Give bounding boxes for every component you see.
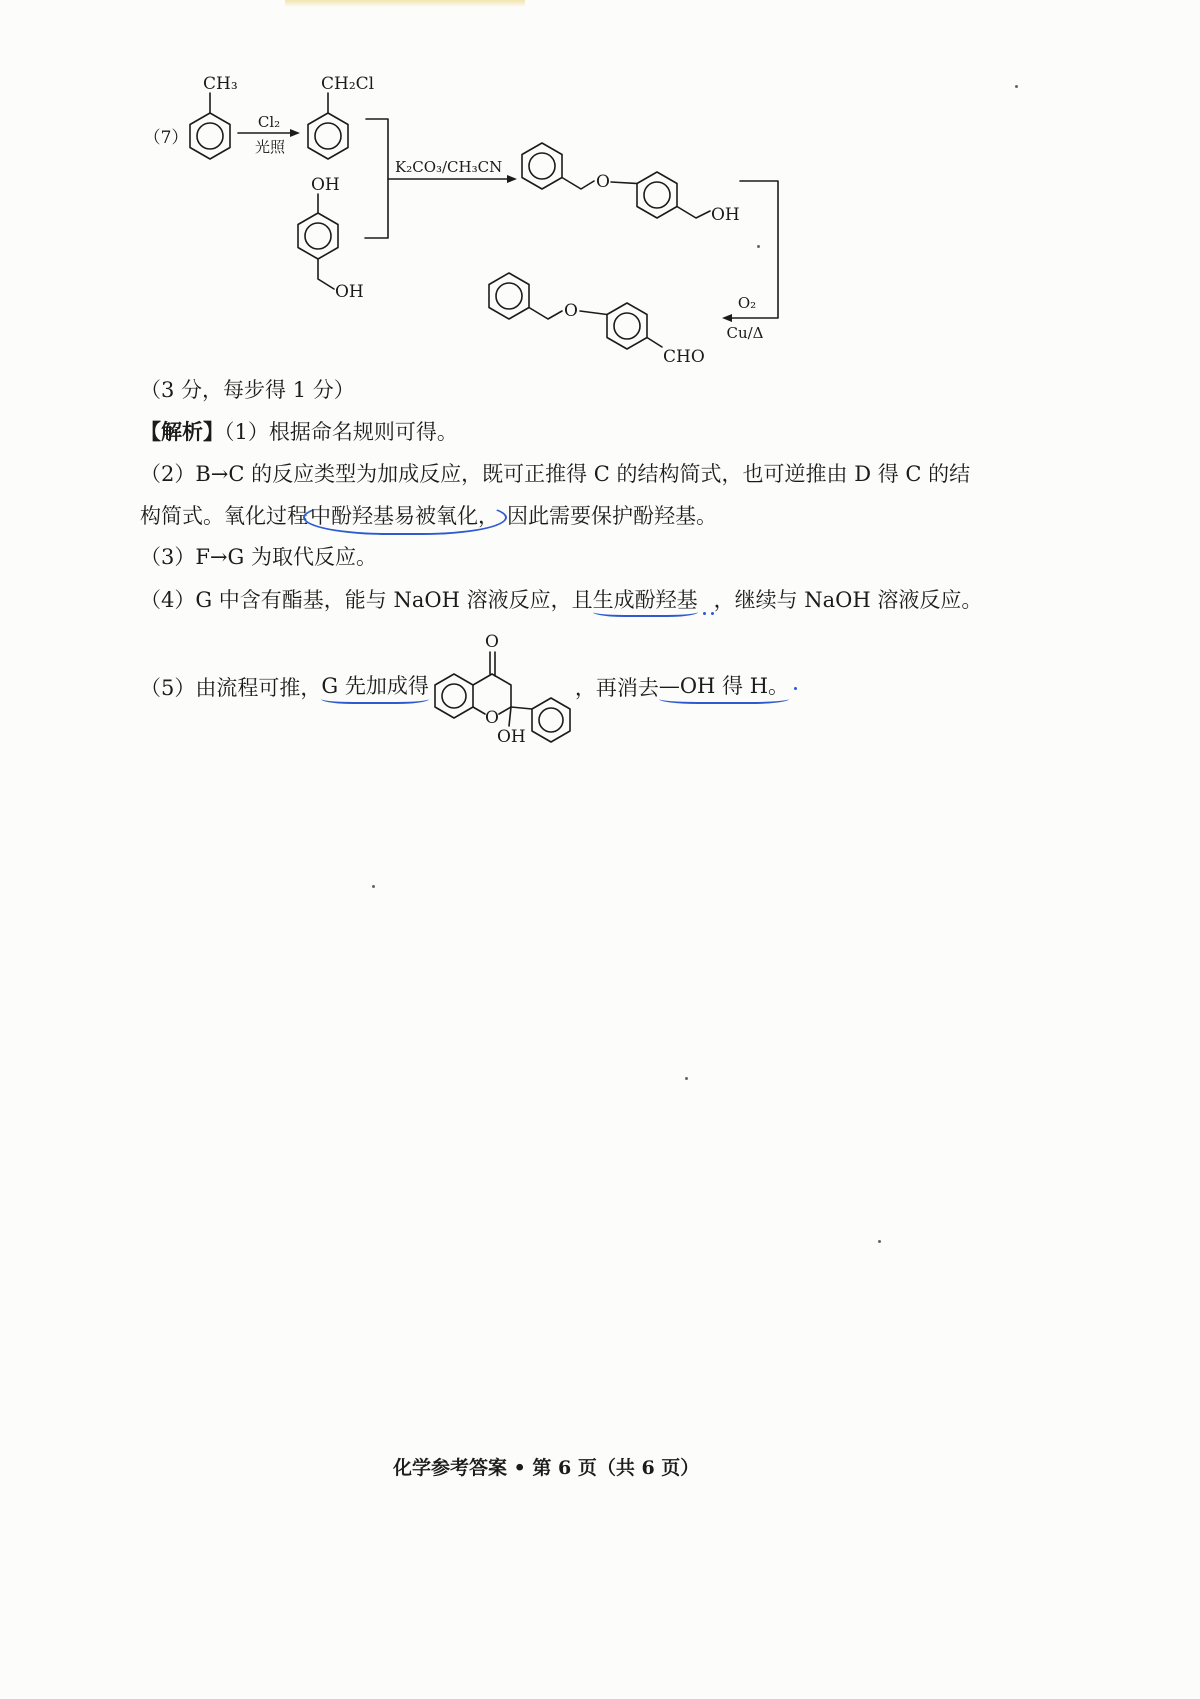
- scan-speck: [685, 1077, 688, 1080]
- aryl-aromatic-circle: [644, 182, 670, 208]
- analysis-item-2-line-1: （2）B→C 的反应类型为加成反应，既可正推得 C 的结构简式，也可逆推由 D 得 C 的结: [140, 462, 971, 486]
- pen-dot: [711, 612, 714, 615]
- arrow-head: [290, 129, 300, 137]
- toluene-ring: [190, 113, 230, 159]
- benzo-aromatic-circle: [442, 684, 466, 708]
- hemiketal-flavanone-structure: [429, 626, 575, 750]
- score-note: （3 分，每步得 1 分）: [140, 378, 355, 402]
- item-2-text-before: 构简式。氧化过程: [140, 504, 308, 528]
- step3-reagent: O₂: [737, 294, 757, 312]
- hydroxyl-bond: [509, 707, 511, 726]
- item-4-text-before: （4）G 中含有酯基，能与 NaOH 溶液反应，且: [140, 588, 593, 612]
- item-5-text-middle: ，再消去: [574, 676, 659, 700]
- hydroxyl-label: OH: [496, 727, 526, 747]
- benzyl-chloride-ring: [308, 113, 348, 159]
- benzyl-aromatic-circle: [496, 283, 522, 309]
- benzyl-chloride-structure: [308, 74, 374, 159]
- benzyl-ring: [522, 143, 562, 189]
- toluene-structure: [190, 74, 238, 159]
- phenol-ring: [298, 213, 338, 259]
- handwritten-underlined-phrase: G 先加成得: [321, 673, 428, 704]
- item-5-text-before: （5）由流程可推，: [140, 676, 322, 700]
- benzyl-ring: [489, 273, 529, 319]
- carbonyl-oxygen-label: O: [484, 632, 499, 652]
- item-4-text-after: ，继续与 NaOH 溶液反应。: [713, 588, 983, 612]
- analysis-item-1: [140, 419, 458, 445]
- aldehyde-label: CHO: [663, 347, 705, 367]
- phenyl-bond: [511, 707, 532, 709]
- benzyl-ether-alcohol-structure: [522, 143, 740, 225]
- step2-reagent: K₂CO₃/CH₃CN: [395, 158, 503, 176]
- step2-arrow: [365, 119, 517, 238]
- toluene-aromatic-circle: [197, 123, 223, 149]
- page-footer: 化学参考答案 • 第 6 页（共 6 页）: [393, 1457, 700, 1479]
- scan-speck: [1015, 85, 1018, 88]
- analysis-heading: 【解析】: [140, 419, 224, 444]
- handwritten-underlined-phrase: —OH 得 H。: [659, 673, 789, 704]
- ether-aryl-bond: [580, 311, 607, 315]
- scan-speck: [372, 885, 375, 888]
- analysis-item-4: [140, 587, 982, 615]
- arrow-head: [507, 175, 517, 183]
- pen-dot: [794, 687, 797, 690]
- benzo-ring: [435, 674, 473, 718]
- benzyl-ch2-bond: [529, 308, 562, 320]
- step1-reagent: Cl₂: [257, 113, 281, 131]
- chloromethyl-label: CH₂Cl: [321, 74, 375, 94]
- ring-oxygen-label: O: [484, 708, 499, 728]
- pyranone-ring-upper-bonds: [473, 674, 511, 707]
- analysis-item-2-line-2: [140, 503, 717, 529]
- benzyl-aromatic-circle: [529, 153, 555, 179]
- benzyl-ch2-bond: [562, 178, 594, 190]
- handwritten-underlined-phrase: 生成酚羟基: [593, 588, 698, 617]
- aryl-aromatic-circle: [614, 313, 640, 339]
- phenyl-ring: [532, 698, 570, 742]
- phenol-oh-label: OH: [311, 175, 340, 195]
- synthesis-scheme: [0, 0, 800, 375]
- hydroxybenzyl-alcohol-structure: [298, 175, 364, 302]
- arrow-head: [722, 314, 732, 322]
- pyranone-ring-oxygen-bond: [499, 707, 511, 714]
- scan-speck: [757, 245, 760, 248]
- pyranone-ring-oxygen-bond: [473, 707, 485, 714]
- aldehyde-bond: [647, 338, 662, 348]
- aryl-ring: [637, 172, 677, 218]
- hydroxymethyl-bond: [677, 207, 710, 219]
- benzyloxy-benzaldehyde-structure: [489, 273, 705, 367]
- ether-aryl-bond: [611, 182, 637, 184]
- step-label: （7）: [143, 128, 189, 148]
- analysis-item-5: [140, 626, 797, 750]
- benzyl-chloride-aromatic-circle: [315, 123, 341, 149]
- intermediate-oh-label: OH: [711, 205, 740, 225]
- alcohol-oh-label: OH: [335, 282, 364, 302]
- item-2-text-after: 因此需要保护酚羟基。: [507, 504, 717, 528]
- aryl-ring: [607, 303, 647, 349]
- phenol-aromatic-circle: [305, 223, 331, 249]
- analysis-item-1-text: （1）根据命名规则可得。: [224, 420, 458, 444]
- product-ether-oxygen-label: O: [564, 301, 578, 321]
- ether-oxygen-label: O: [596, 172, 610, 192]
- handwritten-circled-phrase: 中酚羟基易被氧化，: [303, 500, 507, 535]
- methyl-label: CH₃: [203, 74, 238, 94]
- left-bracket: [365, 119, 388, 238]
- hydroxymethyl-bond: [318, 259, 334, 289]
- pen-dot: [703, 612, 706, 615]
- step1-arrow: [238, 113, 300, 156]
- phenyl-aromatic-circle: [539, 708, 563, 732]
- step3-condition: Cu/Δ: [726, 324, 764, 342]
- step1-condition: 光照: [254, 138, 286, 156]
- scan-speck: [878, 1240, 881, 1243]
- analysis-item-3: （3）F→G 为取代反应。: [140, 545, 377, 569]
